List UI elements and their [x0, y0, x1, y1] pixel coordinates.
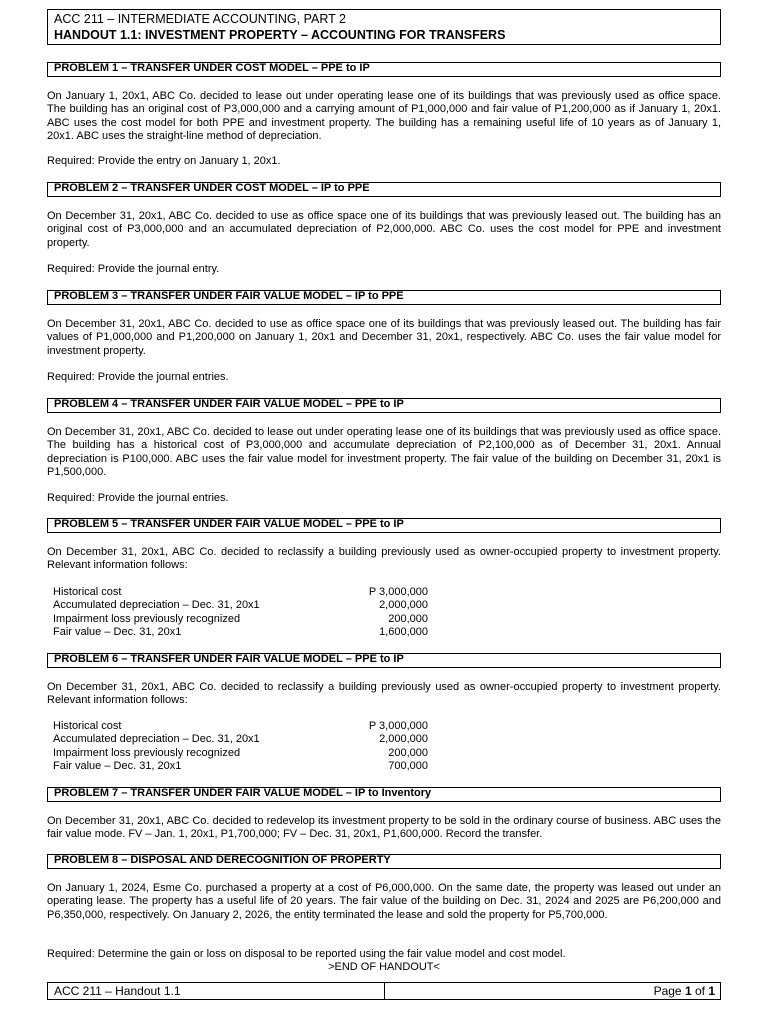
- end-of-handout: >END OF HANDOUT<: [328, 961, 440, 973]
- problem-1-required: Required: Provide the entry on January 1, 20x1.: [47, 155, 281, 167]
- handout-title: HANDOUT 1.1: INVESTMENT PROPERTY – ACCOUNTING FOR TRANSFERS: [54, 28, 506, 42]
- problem-4-heading: PROBLEM 4 – TRANSFER UNDER FAIR VALUE MODEL – PPE to IP: [47, 398, 721, 413]
- course-title: ACC 211 – INTERMEDIATE ACCOUNTING, PART 2: [54, 12, 346, 26]
- problem-7-text: On December 31, 20x1, ABC Co. decided to redevelop its investment property to be sold in the ordinary course of business. ABC uses the fair value mode. FV – Jan. 1, 20x1, P1,700,000; FV – Dec. 31, 20x1, P1,600,000. Record the transfer.: [47, 815, 721, 841]
- problem-8-text: On January 1, 2024, Esme Co. purchased a property at a cost of P6,000,000. On the same date, the property was leased out under an operating lease. The property has a useful life of 20 years. The fair value of the building on Dec. 31, 2024 and 2025 are P6,200,000 and P6,350,000, respectively. On January 2, 2026, the entity terminated the lease and sold the property for P5,700,000.: [47, 882, 721, 921]
- table-row: Fair value – Dec. 31, 20x1 700,000: [53, 759, 428, 772]
- document-header: [47, 9, 721, 45]
- problem-2-required: Required: Provide the journal entry.: [47, 263, 220, 275]
- problem-1-heading: PROBLEM 1 – TRANSFER UNDER COST MODEL – PPE to IP: [47, 62, 721, 77]
- table-row: Impairment loss previously recognized 200,000: [53, 746, 428, 759]
- problem-2-heading: PROBLEM 2 – TRANSFER UNDER COST MODEL – IP to PPE: [47, 182, 721, 197]
- problem-3-required: Required: Provide the journal entries.: [47, 371, 229, 383]
- table-row: Historical cost P 3,000,000: [53, 720, 428, 732]
- problem-2-text: On December 31, 20x1, ABC Co. decided to use as office space one of its buildings that was previously leased out. The building has an original cost of P3,000,000 and an accumulated depreciation of P2,000,000. ABC Co. uses the cost model for PPE and investment property.: [47, 210, 721, 249]
- footer-title: ACC 211 – Handout 1.1: [54, 984, 181, 998]
- table-row: Accumulated depreciation – Dec. 31, 20x1 2,000,000: [53, 733, 428, 746]
- page-number: Page 1 of 1: [653, 984, 715, 998]
- table-row: Accumulated depreciation – Dec. 31, 20x1 2,000,000: [53, 599, 428, 612]
- document-footer: [47, 982, 721, 1000]
- table-row: Impairment loss previously recognized 200,000: [53, 612, 428, 625]
- problem-4-text: On December 31, 20x1, ABC Co. decided to lease out under operating lease one of its buildings that was previously used as office space. The building has a historical cost of P3,000,000 and accumulate depreciation of P2,100,000 as of December 31, 20x1. Annual depreciation is P100,000. ABC uses the fair value model for investment property. The fair value of the building on December 31, 20x1 is P1,500,000.: [47, 426, 721, 478]
- problem-4-required: Required: Provide the journal entries.: [47, 492, 229, 504]
- problem-8-required: Required: Determine the gain or loss on disposal to be reported using the fair value model and cost model.: [47, 948, 566, 960]
- table-row: Historical cost P 3,000,000: [53, 586, 428, 598]
- problem-5-table: [53, 586, 433, 639]
- problem-8-heading: PROBLEM 8 – DISPOSAL AND DERECOGNITION OF PROPERTY: [47, 854, 721, 869]
- problem-6-text: On December 31, 20x1, ABC Co. decided to reclassify a building previously used as owner-occupied property to investment property. Relevant information follows:: [47, 681, 721, 707]
- table-row: Fair value – Dec. 31, 20x1 1,600,000: [53, 625, 428, 638]
- problem-3-text: On December 31, 20x1, ABC Co. decided to use as office space one of its buildings that was previously leased out. The building has fair values of P1,000,000 and P1,200,000 on January 1, 20x1 and December 31, 20x1, respectively. ABC Co. uses the fair value model for investment property.: [47, 318, 721, 357]
- problem-6-table: [53, 720, 433, 773]
- problem-6-heading: PROBLEM 6 – TRANSFER UNDER FAIR VALUE MODEL – PPE to IP: [47, 653, 721, 668]
- problem-7-heading: PROBLEM 7 – TRANSFER UNDER FAIR VALUE MODEL – IP to Inventory: [47, 787, 721, 802]
- problem-3-heading: PROBLEM 3 – TRANSFER UNDER FAIR VALUE MODEL – IP to PPE: [47, 290, 721, 305]
- footer-divider: [384, 983, 385, 999]
- problem-5-heading: PROBLEM 5 – TRANSFER UNDER FAIR VALUE MODEL – PPE to IP: [47, 518, 721, 533]
- problem-1-text: On January 1, 20x1, ABC Co. decided to lease out under operating lease one of its buildings that was previously used as office space. The building has an original cost of P3,000,000 and a carrying amount of P1,000,000 and fair value of P1,200,000 as if January 1, 20x1. ABC uses the cost model for both PPE and investment property. The building has a remaining useful life of 10 years as of January 1, 20x1. ABC uses the straight-line method of depreciation.: [47, 90, 721, 142]
- problem-5-text: On December 31, 20x1, ABC Co. decided to reclassify a building previously used as owner-occupied property to investment property. Relevant information follows:: [47, 546, 721, 572]
